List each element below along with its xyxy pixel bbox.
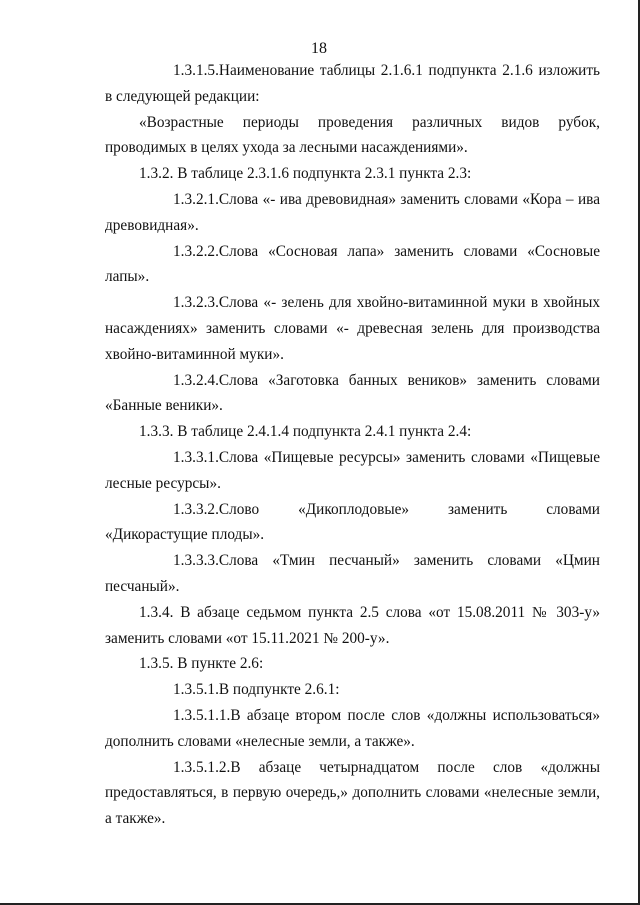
clause-number: 1.3.5.1.	[173, 681, 219, 699]
paragraph	[105, 497, 600, 549]
clause-number: 1.3.2.3.	[173, 294, 219, 312]
paragraph-text: Наименование таблицы 2.1.6.1 подпункта 2.1.6 изложить в следующей редакции:	[105, 62, 600, 105]
paragraph	[105, 187, 600, 239]
paragraph-text: «Возрастные периоды проведения различных видов рубок, проводимых в целях ухода за лесными насаждениями».	[105, 113, 600, 157]
paragraph-text: Слова «- ива древовидная» заменить словами «Кора – ива древовидная».	[105, 190, 600, 234]
paragraph	[105, 600, 600, 652]
paragraph-text: Слова «Заготовка банных веников» заменить словами «Банные веники».	[105, 371, 600, 415]
paragraph-text: Слова «- зелень для хвойно-витаминной муки в хвойных насаждениях» заменить словами «- древесная зелень для производства хвойно-витаминной муки».	[105, 294, 600, 363]
paragraph-text: 1.3.3. В таблице 2.4.1.4 подпункта 2.4.1 пункта 2.4:	[139, 423, 472, 441]
paragraph	[105, 368, 600, 420]
paragraph-text: Слово «Дикоплодовые» заменить словами «Дикорастущие плоды».	[105, 500, 600, 544]
paragraph	[105, 651, 600, 677]
clause-number: 1.3.3.3.	[173, 552, 219, 570]
clause-number: 1.3.5.1.2.	[173, 758, 231, 776]
clause-number: 1.3.1.5.	[173, 62, 219, 79]
paragraph-text: В подпункте 2.6.1:	[218, 681, 340, 699]
paragraph	[105, 445, 600, 497]
paragraph	[105, 110, 600, 162]
paragraph-text: 1.3.2. В таблице 2.3.1.6 подпункта 2.3.1 пункта 2.3:	[139, 165, 472, 183]
paragraph	[105, 548, 600, 600]
paragraph-text: Слова «Сосновая лапа» заменить словами «Сосновые лапы».	[105, 242, 600, 286]
paragraph-text: В абзаце втором после слов «должны использоваться» дополнить словами «нелесные земли, а также».	[105, 706, 600, 750]
clause-number: 1.3.5.1.1.	[173, 706, 231, 724]
paragraph	[105, 677, 600, 703]
clause-number: 1.3.2.4.	[173, 371, 219, 389]
paragraph-text: В абзаце четырнадцатом после слов «должны предоставляться, в первую очередь,» дополнить словами «нелесные земли, а также».	[105, 758, 600, 828]
paragraph	[105, 239, 600, 291]
clause-number: 1.3.3.1.	[173, 448, 219, 466]
document-body	[105, 58, 600, 832]
paragraph-text: Слова «Тмин песчаный» заменить словами «Цмин песчаный».	[105, 552, 600, 595]
paragraph-text: 1.3.5. В пункте 2.6:	[139, 655, 264, 673]
paragraph	[105, 161, 600, 187]
paragraph	[105, 58, 600, 110]
paragraph	[105, 703, 600, 755]
clause-number: 1.3.2.2.	[173, 242, 219, 260]
paragraph-text: Слова «Пищевые ресурсы» заменить словами «Пищевые лесные ресурсы».	[105, 448, 600, 492]
paragraph	[105, 419, 600, 445]
paragraph	[105, 290, 600, 367]
paragraph	[105, 755, 600, 832]
clause-number: 1.3.2.1.	[173, 190, 219, 208]
paragraph-text: 1.3.4. В абзаце седьмом пункта 2.5 слова «от 15.08.2011 № 303-у» заменить словами «от 15.11.2021 № 200-у».	[105, 603, 600, 647]
page-number: 18	[311, 40, 327, 57]
clause-number: 1.3.3.2.	[173, 500, 219, 518]
